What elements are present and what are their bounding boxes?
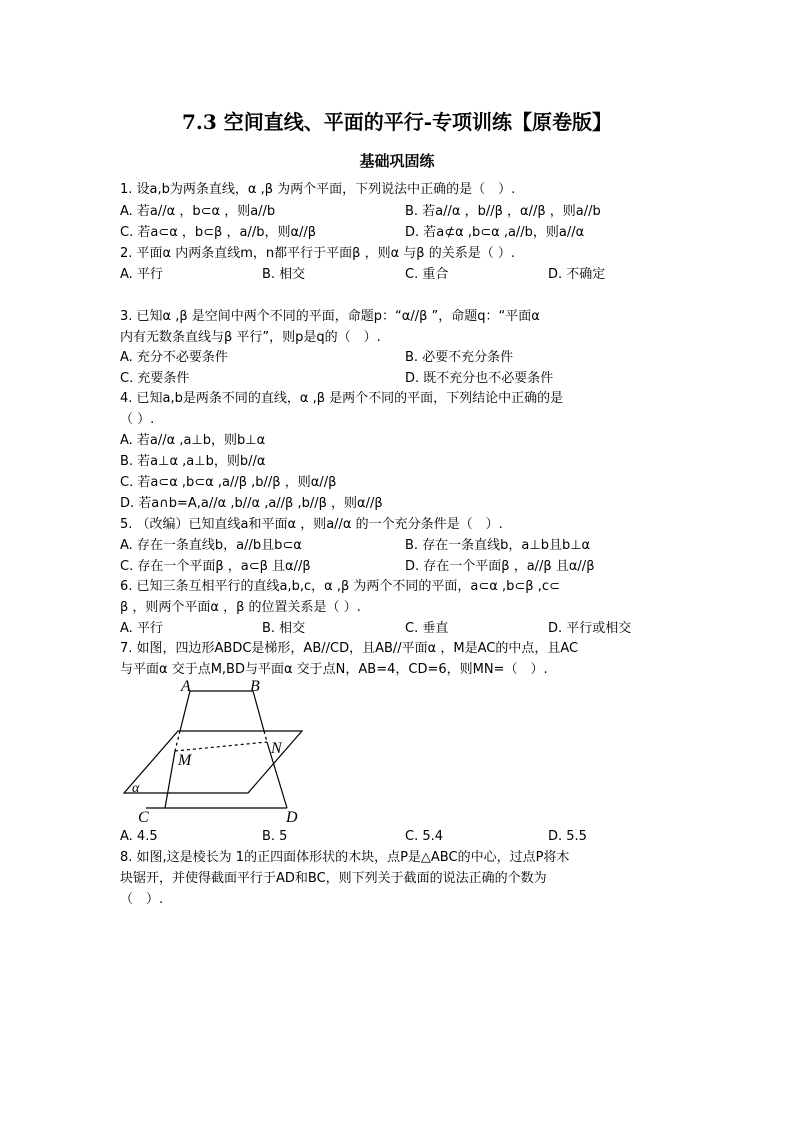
q7-option-b: B. 5 (262, 829, 288, 844)
q5-option-b: B. 存在一条直线b，a⊥b且b⊥α (405, 538, 591, 553)
q1-option-c: C. 若a⊂α ，b⊂β ，a//b，则α//β (120, 225, 317, 240)
q5-option-d: D. 存在一个平面β ，a//β 且α//β (405, 559, 595, 574)
segment-mn (175, 742, 267, 751)
q2-option-c: C. 重合 (405, 267, 449, 282)
q7-stem-line2: 与平面α 交于点M,BD与平面α 交于点N，AB=4，CD=6，则MN=（ ）. (120, 662, 548, 677)
q6-option-b: B. 相交 (262, 621, 306, 636)
q6-stem-line1: 6. 已知三条互相平行的直线a,b,c，α ,β 为两个不同的平面，a⊂α ,b⊂β ,c⊂ (120, 579, 560, 594)
q3-option-d: D. 既不充分也不必要条件 (405, 371, 554, 386)
segment-mc (165, 751, 175, 808)
segment-a-upper (180, 691, 190, 731)
q8-stem-line2: 块锯开，并使得截面平行于AD和BC，则下列关于截面的说法正确的个数为 (120, 871, 547, 886)
q3-stem-line2: 内有无数条直线与β 平行”，则p是q的（ ）. (120, 330, 381, 345)
q3-stem-line1: 3. 已知α ,β 是空间中两个不同的平面，命题p：“α//β ”，命题q：“平面α (120, 309, 540, 324)
q2-option-d: D. 不确定 (548, 267, 606, 282)
q1-option-a: A. 若a//α ，b⊂α ，则a//b (120, 204, 276, 219)
q5-stem: 5. （改编）已知直线a和平面α ，则a//α 的一个充分条件是（ ）. (120, 517, 503, 532)
label-alpha: α (132, 781, 140, 796)
q3-option-b: B. 必要不充分条件 (405, 350, 514, 365)
label-d: D (286, 809, 298, 826)
segment-b-upper (253, 691, 264, 731)
segment-b-hidden (264, 731, 267, 742)
q6-option-a: A. 平行 (120, 621, 163, 636)
section-heading: 基础巩固练 (359, 152, 435, 170)
q5-option-c: C. 存在一个平面β ，a⊂β 且α//β (120, 559, 311, 574)
q7-option-d: D. 5.5 (548, 829, 587, 844)
q6-option-d: D. 平行或相交 (548, 621, 632, 636)
q4-stem-line2: （ ）. (120, 412, 155, 427)
q7-stem-line1: 7. 如图，四边形ABDC是梯形，AB//CD，且AB//平面α ，M是AC的中点，且AC (120, 641, 579, 656)
q1-option-d: D. 若a⊄α ,b⊂α ,a//b，则a//α (405, 225, 585, 240)
q4-option-b: B. 若a⊥α ,a⊥b，则b//α (120, 454, 266, 469)
label-b: B (250, 678, 260, 695)
q6-option-c: C. 垂直 (405, 621, 449, 636)
q8-stem-line1: 8. 如图,这是棱长为 1的正四面体形状的木块，点P是△ABC的中心，过点P将木 (120, 850, 570, 865)
q2-option-b: B. 相交 (262, 267, 306, 282)
q3-option-a: A. 充分不必要条件 (120, 350, 228, 365)
label-a: A (181, 678, 191, 695)
q2-stem: 2. 平面α 内两条直线m，n都平行于平面β ，则α 与β 的关系是（ ）. (120, 246, 515, 261)
trapezoid-plane-figure (118, 678, 318, 826)
q1-stem: 1. 设a,b为两条直线，α ,β 为两个平面，下列说法中正确的是（ ）. (120, 182, 516, 197)
q7-option-a: A. 4.5 (120, 829, 158, 844)
q8-stem-line3: （ ）. (120, 892, 164, 907)
q4-option-d: D. 若a∩b=A,a//α ,b//α ,a//β ,b//β ，则α//β (120, 496, 383, 511)
label-c: C (138, 809, 149, 826)
q1-option-b: B. 若a//α ，b//β ，α//β ，则a//b (405, 204, 601, 219)
q2-option-a: A. 平行 (120, 267, 163, 282)
q4-stem-line1: 4. 已知a,b是两条不同的直线，α ,β 是两个不同的平面，下列结论中正确的是 (120, 391, 564, 406)
q4-option-c: C. 若a⊂α ,b⊂α ,a//β ,b//β ，则α//β (120, 475, 337, 490)
q7-option-c: C. 5.4 (405, 829, 444, 844)
q5-option-a: A. 存在一条直线b，a//b且b⊂α (120, 538, 302, 553)
q4-option-a: A. 若a//α ,a⊥b，则b⊥α (120, 433, 266, 448)
q6-stem-line2: β ，则两个平面α ，β 的位置关系是（ ）. (120, 600, 361, 615)
page-title: 7.3 空间直线、平面的平行-专项训练【原卷版】 (181, 110, 613, 134)
label-n: N (271, 740, 282, 757)
q3-option-c: C. 充要条件 (120, 371, 190, 386)
label-m: M (178, 752, 192, 769)
